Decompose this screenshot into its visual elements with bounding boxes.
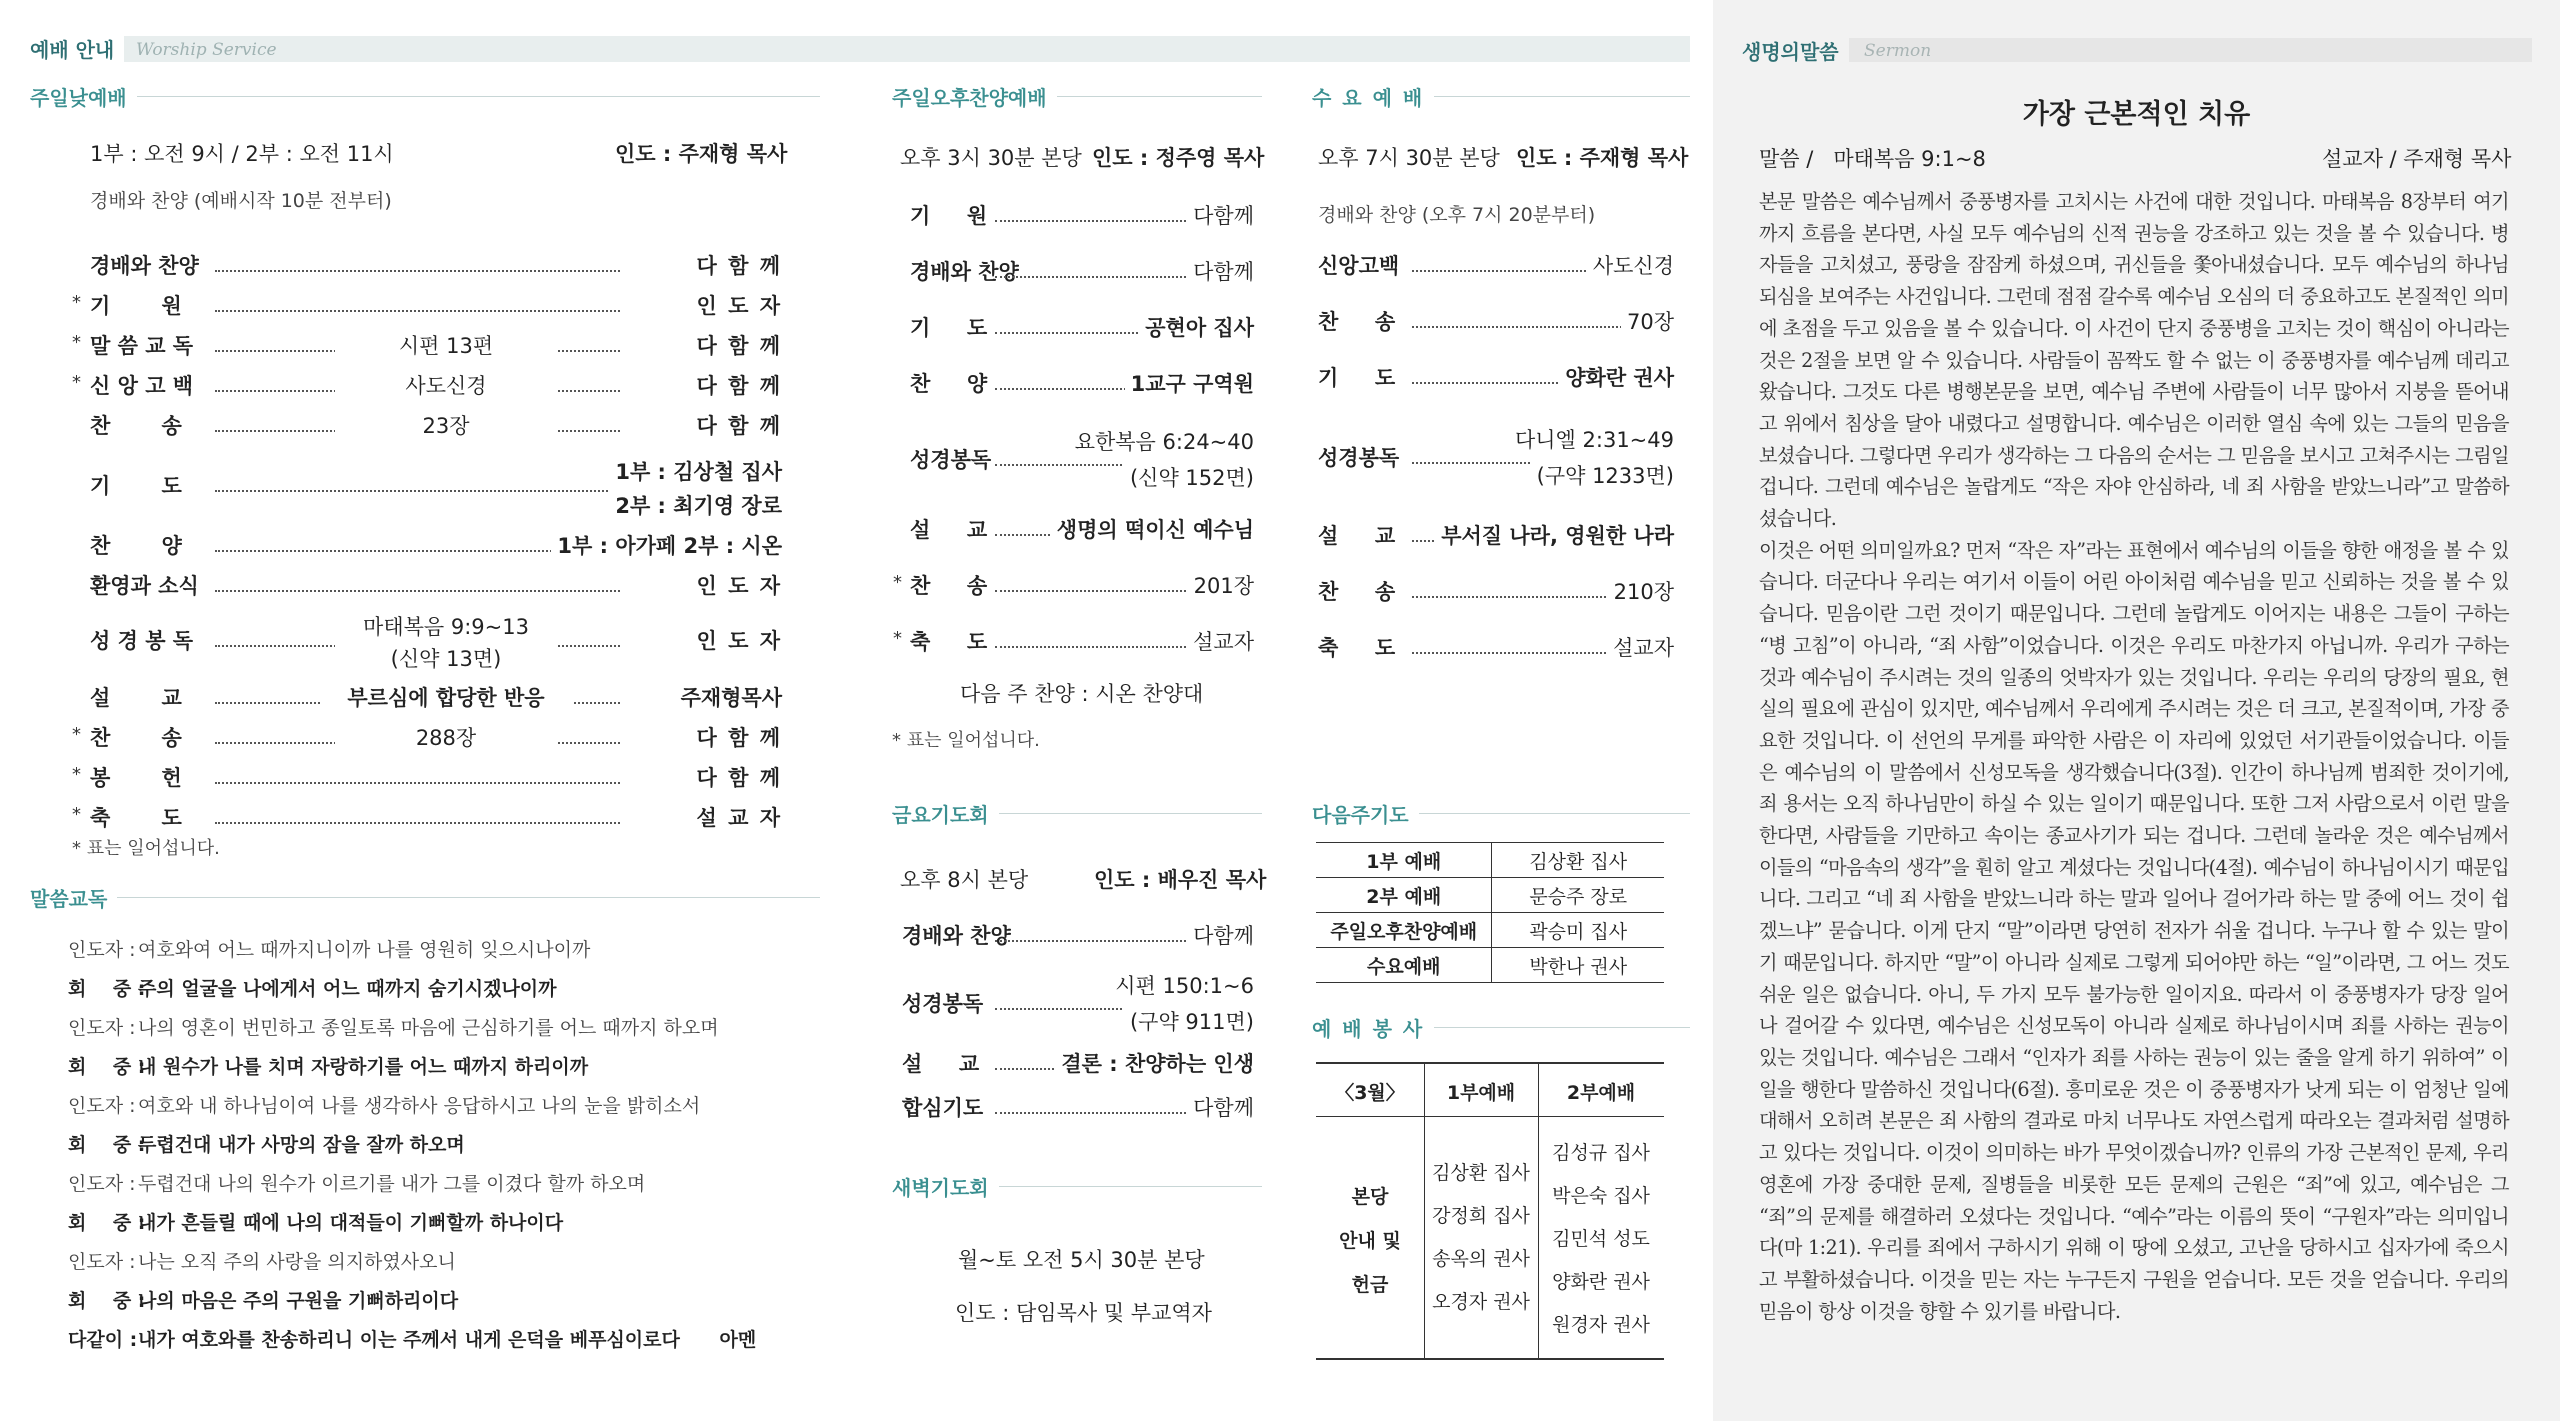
order-item-value: 사도신경 — [1587, 250, 1674, 280]
nextweek-row — [1316, 913, 1664, 948]
reading-speaker: 회 중 : — [68, 1212, 146, 1234]
order-item-value: 다함께 — [1187, 920, 1254, 950]
sunday-item-person: 설 교 자 — [691, 802, 782, 832]
sunday-leader: 인도 : 주재형 목사 — [615, 142, 788, 166]
sunday-item-detail: 288장 — [335, 722, 557, 752]
order-item-value: 공현아 집사 — [1139, 312, 1254, 342]
sermon-passage: 말씀 / 마태복음 9:1~8 — [1759, 147, 1986, 171]
standing-mark: * — [72, 292, 81, 313]
order-item-value: 생명의 떡이신 예수님 — [1051, 514, 1254, 544]
reading-speaker: 인도자 : — [68, 939, 136, 961]
standing-mark: * — [893, 628, 902, 649]
standing-mark: * — [72, 724, 81, 745]
reading-text: 여호와 내 하나님이여 나를 생각하사 응답하시고 나의 눈을 밝히소서 — [138, 1095, 701, 1117]
reading-text: 나의 영혼이 번민하고 종일토록 마음에 근심하기를 어느 때까지 하오며 — [138, 1017, 719, 1039]
table-rule — [1316, 1116, 1664, 1117]
sunday-item-label: 환영과 소식 — [90, 574, 199, 598]
sunday-item-person: 1부 : 김상철 집사 — [609, 456, 782, 486]
leader-dots — [215, 310, 620, 312]
worship-header-subtitle: Worship Service — [136, 40, 277, 60]
order-item-label: 경배와 찬양 — [910, 260, 1019, 284]
reading-text: 두렵건대 나의 원수가 이르기를 내가 그를 이겼다 할까 하오며 — [138, 1173, 646, 1195]
wednesday-note: 경배와 찬양 (오후 7시 20분부터) — [1318, 204, 1596, 226]
sermon-header-title: 생명의말씀 — [1742, 36, 1849, 65]
order-item-value-2: (구약 911면) — [1124, 1006, 1254, 1036]
sunday-item-person: 다 함 께 — [691, 722, 782, 752]
reading-text: 여호와여 어느 때까지니이까 나를 영원히 잊으시나이까 — [138, 939, 591, 961]
afternoon-leader: 인도 : 정주영 목사 — [1092, 146, 1265, 170]
nextweek-person: 문승주 장로 — [1492, 878, 1664, 913]
order-item-value: 다함께 — [1187, 200, 1254, 230]
team-header: 〈3월〉 — [1335, 1082, 1405, 1104]
worship-header-bar — [30, 36, 1690, 62]
order-item-label: 설 교 — [1318, 524, 1396, 548]
reading-text: 내 원수가 나를 치며 자랑하기를 어느 때까지 하리이까 — [138, 1056, 589, 1078]
team-member: 원경자 권사 — [1552, 1314, 1650, 1336]
leader-dots — [1412, 326, 1654, 328]
team-label: 헌금 — [1351, 1274, 1389, 1296]
order-item-value: 다니엘 2:31~49 — [1509, 424, 1674, 454]
service-team-title: 예 배 봉 사 — [1312, 1013, 1434, 1042]
order-item-value: 70장 — [1621, 306, 1674, 336]
sermon-preacher: 설교자 / 주재형 목사 — [2322, 147, 2512, 171]
sunday-item-detail: 부르심에 합당한 반응 — [320, 682, 572, 712]
reading-speaker: 회 중 : — [68, 1056, 146, 1078]
order-item-label: 기 도 — [910, 316, 988, 340]
dawn-prayer-title: 새벽기도회 — [892, 1172, 999, 1201]
team-header: 2부예배 — [1566, 1082, 1636, 1104]
nextweek-person: 곽승미 집사 — [1492, 913, 1664, 948]
reading-text: 내가 흔들릴 때에 나의 대적들이 기뻐할까 하나이다 — [138, 1212, 564, 1234]
sunday-item-person: 다 함 께 — [691, 250, 782, 280]
sunday-item-person: 인 도 자 — [691, 625, 782, 655]
order-item-value: 요한복음 6:24~40 — [1069, 426, 1254, 456]
sermon-header-subtitle: Sermon — [1864, 41, 1932, 61]
sunday-item-label: 성 경 봉 독 — [90, 629, 194, 653]
order-item-value: 양화란 권사 — [1559, 362, 1674, 392]
leader-dots — [215, 490, 620, 492]
dawn-leader: 인도 : 담임목사 및 부교역자 — [955, 1301, 1212, 1325]
leader-dots — [215, 822, 620, 824]
order-item-value: 결론 : 찬양하는 인생 — [1055, 1048, 1254, 1078]
sunday-item-label: 말 씀 교 독 — [90, 334, 194, 358]
team-member: 송옥의 권사 — [1432, 1248, 1530, 1270]
sunday-item-detail: 사도신경 — [335, 370, 557, 400]
wednesday-leader: 인도 : 주재형 목사 — [1516, 146, 1689, 170]
service-team-table — [1316, 1062, 1664, 1358]
sermon-title: 가장 근본적인 치유 — [2022, 99, 2251, 130]
afternoon-time: 오후 3시 30분 본당 — [900, 146, 1082, 170]
nextweek-person: 박한나 권사 — [1492, 948, 1664, 983]
sunday-item-label: 찬 송 — [90, 414, 182, 438]
nextweek-row — [1316, 843, 1664, 878]
wednesday-service-title: 수 요 예 배 — [1312, 82, 1434, 111]
sunday-item-person: 1부 : 아가페 2부 : 시온 — [551, 530, 782, 560]
team-member: 양화란 권사 — [1552, 1271, 1650, 1293]
leader-dots — [215, 782, 620, 784]
sunday-item-person: 인 도 자 — [691, 570, 782, 600]
order-item-label: 합심기도 — [902, 1096, 984, 1120]
nextweek-service: 2부 예배 — [1316, 878, 1492, 913]
reading-speaker: 인도자 : — [68, 1173, 136, 1195]
order-item-label: 설 교 — [902, 1052, 980, 1076]
order-item-label: 신앙고백 — [1318, 254, 1400, 278]
nextweek-row — [1316, 878, 1664, 913]
responsive-reading-title: 말씀교독 — [30, 883, 117, 912]
sunday-item-person-2: 2부 : 최기영 장로 — [609, 490, 782, 520]
nextweek-service: 주일오후찬양예배 — [1316, 913, 1492, 948]
nextweek-person: 김상환 집사 — [1492, 843, 1664, 878]
team-member: 박은숙 집사 — [1552, 1185, 1650, 1207]
standing-mark: * — [893, 572, 902, 593]
sunday-footnote: * 표는 일어섭니다. — [72, 838, 220, 859]
worship-header-title: 예배 안내 — [30, 34, 124, 63]
reading-text: 내가 여호와를 찬송하리니 이는 주께서 내게 은덕을 베푸심이로다 아멘 — [138, 1329, 757, 1351]
order-item-label: 설 교 — [910, 518, 988, 542]
leader-dots — [215, 270, 620, 272]
afternoon-footnote: * 표는 일어섭니다. — [892, 730, 1040, 751]
sunday-service-title: 주일낮예배 — [30, 82, 137, 111]
team-member: 오경자 권사 — [1432, 1291, 1530, 1313]
order-item-value-2: (구약 1233면) — [1531, 460, 1674, 490]
nextweek-prayer-title: 다음주기도 — [1312, 799, 1419, 828]
sunday-item-label: 봉 헌 — [90, 766, 182, 790]
order-item-label: 찬 송 — [1318, 310, 1396, 334]
team-label: 본당 — [1351, 1186, 1389, 1208]
team-label: 안내 및 — [1339, 1230, 1401, 1252]
sermon-body — [1759, 186, 2509, 1327]
sunday-item-detail: 마태복음 9:9~13 — [335, 611, 557, 641]
nextweek-prayer-table — [1316, 842, 1664, 983]
order-item-label: 성경봉독 — [910, 448, 992, 472]
sunday-item-person: 주재형목사 — [675, 682, 782, 712]
reading-speaker: 인도자 : — [68, 1095, 136, 1117]
reading-speaker: 인도자 : — [68, 1251, 136, 1273]
order-item-value: 201장 — [1188, 570, 1254, 600]
order-item-label: 성경봉독 — [1318, 446, 1400, 470]
order-item-label: 찬 송 — [1318, 580, 1396, 604]
sunday-item-label: 경배와 찬양 — [90, 254, 199, 278]
order-item-value: 1교구 구역원 — [1125, 368, 1254, 398]
sunday-item-label: 설 교 — [90, 686, 182, 710]
sunday-item-detail-2: (신약 13면) — [335, 643, 557, 673]
order-item-value: 설교자 — [1607, 632, 1674, 662]
reading-text: 나의 마음은 주의 구원을 기뻐하리이다 — [138, 1290, 459, 1312]
order-item-value: 설교자 — [1187, 626, 1254, 656]
leader-dots — [215, 590, 620, 592]
dawn-time: 월~토 오전 5시 30분 본당 — [958, 1248, 1205, 1272]
sunday-item-label: 신 앙 고 백 — [90, 374, 194, 398]
order-item-value-2: (신약 152면) — [1124, 462, 1254, 492]
order-item-value: 다함께 — [1187, 1092, 1254, 1122]
responsive-title-line — [30, 897, 820, 898]
team-member: 김성규 집사 — [1552, 1142, 1650, 1164]
afternoon-next-praise: 다음 주 찬양 : 시온 찬양대 — [960, 682, 1204, 706]
order-item-value: 시편 150:1~6 — [1109, 970, 1254, 1000]
team-header: 1부예배 — [1446, 1082, 1516, 1104]
team-member: 강정희 집사 — [1432, 1205, 1530, 1227]
nextweek-service: 1부 예배 — [1316, 843, 1492, 878]
table-rule — [1316, 1062, 1664, 1064]
order-item-label: 기 원 — [910, 204, 988, 228]
reading-speaker: 인도자 : — [68, 1017, 136, 1039]
reading-text: 나는 오직 주의 사랑을 의지하였사오니 — [138, 1251, 456, 1273]
order-item-label: 축 도 — [910, 630, 988, 654]
sunday-item-person: 다 함 께 — [691, 762, 782, 792]
order-item-label: 성경봉독 — [902, 992, 984, 1016]
order-item-label: 경배와 찬양 — [902, 924, 1011, 948]
reading-speaker: 회 중 : — [68, 978, 146, 1000]
sunday-item-person: 다 함 께 — [691, 370, 782, 400]
nextweek-service: 수요예배 — [1316, 948, 1492, 983]
sermon-paragraph: 이것은 어떤 의미일까요? 먼저 “작은 자”라는 표현에서 예수님의 이들을 향한 애정을 볼 수 있습니다. 더군다나 우리는 여기서 이들이 어린 아이처럼 예수님을 믿고 신뢰하는 것을 볼 수 있습니다. 믿음이란 그런 것이기 때문입니다. 그런데 놀랍게도 이어지는 내용은 그들이 구하는 “병 고침”이 아니라, “죄 사함”이었습니다. 이것은 우리도 마찬가지 아닙니까. 우리가 구하는 것과 예수님이 주시려는 것의 일종의 엇박자가 있는 것입니다. 우리는 우리의 당장의 필요, 현실의 필요에 관심이 있지만, 예수님께서 우리에게 주시려는 것은 더 크고, 본질적이며, 가장 중요한 것입니다. 이 선언의 무게를 파악한 사람은 이 자리에 있었던 서기관들이었습니다. 이들은 예수님의 이 말씀에서 신성모독을 생각했습니다(3절). 인간이 하나님께 범죄한 것이기에, 죄 용서는 오직 하나님만이 하실 수 있는 일이기 때문입니다. 또한 그저 사람으로서 이런 말을 한다면, 사람들을 기만하고 속이는 종교사기가 되는 겁니다. 그런데 놀라운 것은 예수님께서 이들의 “마음속의 생각”을 훤히 알고 계셨다는 것입니다(4절). 예수님이 하나님이시기 때문입니다. 그리고 “네 죄 사함을 받았느니라 하는 말과 일어나 걸어가라 하는 말 중에 어느 것이 쉽겠느냐” 묻습니다. 이게 단지 “말”이라면 당연히 전자가 쉬울 겁니다. 누구나 할 수 있는 말이기 때문입니다. 하지만 “말”이 아니라 실제로 그렇게 되어야만 하는 “일”이라면, 그 어느 것도 쉬운 일은 없습니다. 아니, 두 가지 모두 불가능한 일이지요. 따라서 이 중풍병자가 당장 일어나 걸어갈 수 있다면, 예수님은 신성모독이 아니라 실제로 하나님이시며 죄를 사하는 권능이 있는 것입니다. 예수님은 그래서 “인자가 죄를 사하는 권능이 있는 줄을 알게 하기 위하여” 이 일을 행한다 말씀하신 것입니다(6절). 흥미로운 것은 이 중풍병자가 낫게 되는 이 엄청난 일에 대해서 오히려 본문은 죄 사함의 결과로 마치 너무나도 자연스럽게 따라오는 결과처럼 설명하고 있다는 것입니다. 이것이 의미하는 바가 무엇이겠습니까? 인류의 가장 근본적인 문제, 우리 영혼에 가장 중대한 문제, 질병들을 비롯한 모든 문제의 근원은 “죄”에 있고, 예수님은 그 “죄”의 문제를 해결하러 오셨다는 것입니다. “예수”라는 이름의 뜻이 “구원자”라는 의미입니다(마 1:21). 우리를 죄에서 구하시기 위해 이 땅에 오셨고, 고난을 당하시고 십자가에 죽으시고 부활하셨습니다. 이것을 믿는 자는 누구든지 구원을 얻습니다. 모든 것을 얻습니다. 우리의 믿음이 항상 이것을 향할 수 있기를 바랍니다. — [1759, 538, 2509, 1323]
sunday-item-person: 다 함 께 — [691, 330, 782, 360]
sunday-item-label: 기 원 — [90, 294, 182, 318]
order-item-label: 기 도 — [1318, 366, 1396, 390]
table-rule — [1316, 1358, 1664, 1360]
reading-speaker: 회 중 : — [68, 1134, 146, 1156]
order-item-label: 축 도 — [1318, 636, 1396, 660]
team-member: 김상환 집사 — [1432, 1162, 1530, 1184]
sunday-item-label: 찬 양 — [90, 534, 182, 558]
reading-text: 두렵건대 내가 사망의 잠을 잘까 하오며 — [138, 1134, 465, 1156]
order-item-label: 찬 양 — [910, 372, 988, 396]
friday-time: 오후 8시 본당 — [900, 868, 1029, 892]
nextweek-row — [1316, 948, 1664, 983]
sunday-item-person: 다 함 께 — [691, 410, 782, 440]
sunday-item-label: 축 도 — [90, 806, 182, 830]
sunday-note: 경배와 찬양 (예배시작 10분 전부터) — [90, 190, 392, 212]
standing-mark: * — [72, 332, 81, 353]
sunday-item-label: 기 도 — [90, 474, 182, 498]
sermon-header-bar — [1742, 38, 2532, 62]
sunday-item-detail: 시편 13편 — [335, 330, 557, 360]
afternoon-service-title: 주일오후찬양예배 — [892, 82, 1057, 111]
standing-mark: * — [72, 372, 81, 393]
sunday-item-label: 찬 송 — [90, 726, 182, 750]
team-member: 김민석 성도 — [1552, 1228, 1650, 1250]
standing-mark: * — [72, 804, 81, 825]
standing-mark: * — [72, 764, 81, 785]
wednesday-time: 오후 7시 30분 본당 — [1318, 146, 1500, 170]
reading-speaker: 회 중 : — [68, 1290, 146, 1312]
friday-leader: 인도 : 배우진 목사 — [1094, 868, 1267, 892]
reading-text: 주의 얼굴을 나에게서 어느 때까지 숨기시겠나이까 — [138, 978, 557, 1000]
order-item-value: 210장 — [1608, 576, 1674, 606]
friday-prayer-title: 금요기도회 — [892, 799, 999, 828]
sunday-title-line — [30, 96, 820, 97]
order-item-value: 부서질 나라, 영원한 나라 — [1435, 520, 1674, 550]
sunday-times: 1부 : 오전 9시 / 2부 : 오전 11시 — [90, 142, 394, 166]
sermon-paragraph: 본문 말씀은 예수님께서 중풍병자를 고치시는 사건에 대한 것입니다. 마태복음 8장부터 여기까지 흐름을 본다면, 사실 모두 예수님의 신적 권능을 강조하고 있는 것을 볼 수 있습니다. 병자들을 고치셨고, 풍랑을 잠잠케 하셨으며, 귀신들을 쫓아내셨습니다. 모두 예수님의 하나님 되심을 보여주는 사건입니다. 그런데 점점 갈수록 예수님 오심의 더 중요하고도 본질적인 의미에 초점을 두고 있음을 볼 수 있습니다. 이 사건이 단지 중풍병을 고치는 것이 핵심이 아니라는 것은 2절을 보면 알 수 있습니다. 사람들이 꼼짝도 할 수 없는 이 중풍병자를 예수님께 데리고 왔습니다. 그것도 다른 병행본문을 보면, 예수님 주변에 사람들이 너무 많아서 지붕을 뜯어내고 위에서 침상을 달아 내렸다고 설명합니다. 예수님은 이러한 열심 속에 있는 그들의 믿음을 보셨습니다. 그렇다면 우리가 생각하는 그 다음의 순서는 그 믿음을 보시고 고쳐주시는 그림일 겁니다. 그런데 예수님은 놀랍게도 “작은 자야 안심하라, 네 죄 사함을 받았느니라”고 말씀하셨습니다. — [1759, 190, 2509, 531]
order-item-value: 다함께 — [1187, 256, 1254, 286]
reading-speaker: 다같이 : — [68, 1329, 138, 1351]
sunday-item-detail: 23장 — [335, 410, 557, 440]
order-item-label: 찬 송 — [910, 574, 988, 598]
sunday-item-person: 인 도 자 — [691, 290, 782, 320]
